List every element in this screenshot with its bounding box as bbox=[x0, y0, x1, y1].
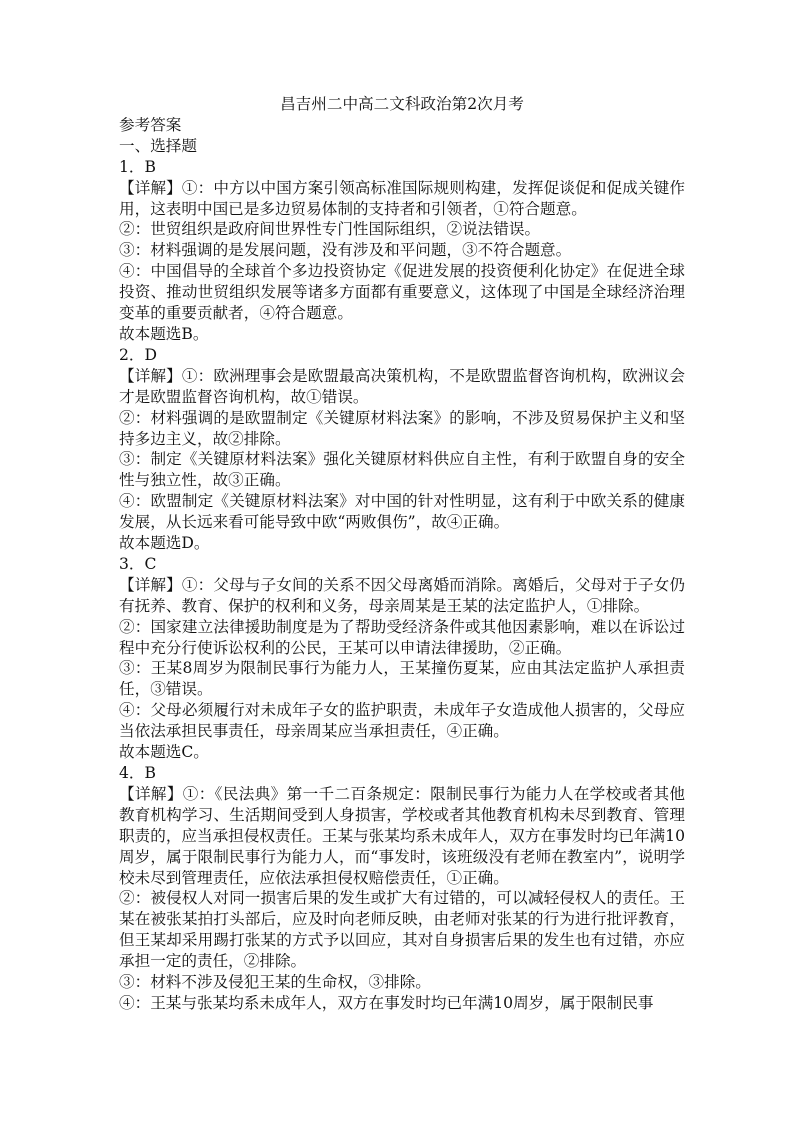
explanation-paragraph: 【详解】①：父母与子女间的关系不因父母离婚而消除。离婚后，父母对于子女仍有抚养、教育、保护的权利和义务，母亲周某是王某的法定监护人，①排除。 bbox=[119, 575, 685, 615]
answer-document bbox=[119, 94, 685, 1014]
explanation-paragraph: ④：父母必须履行对未成年子女的监护职责，未成年子女造成他人损害的，父母应当依法承担民事责任，母亲周某应当承担责任，④正确。 bbox=[119, 701, 685, 741]
question-conclusion: 故本题选B。 bbox=[119, 324, 209, 343]
question-1 bbox=[119, 157, 685, 345]
question-number: 3．C bbox=[119, 554, 157, 573]
explanation-paragraph: ④：欧盟制定《关键原材料法案》对中国的针对性明显，这有利于中欧关系的健康发展，从长远来看可能导致中欧“两败俱伤”，故④正确。 bbox=[119, 492, 685, 532]
question-number: 4．B bbox=[119, 764, 156, 782]
explanation-paragraph: ③：王某8周岁为限制民事行为能力人，王某撞伤夏某，应由其法定监护人承担责任，③错误。 bbox=[119, 659, 685, 699]
explanation-paragraph: ③：材料强调的是发展问题，没有涉及和平问题，③不符合题意。 bbox=[119, 241, 572, 260]
question-3 bbox=[119, 554, 685, 763]
question-2 bbox=[119, 345, 685, 554]
answer-key-label: 参考答案 bbox=[119, 115, 182, 134]
explanation-paragraph: ③：材料不涉及侵犯王某的生命权，③排除。 bbox=[119, 973, 431, 992]
document-title: 昌吉州二中高二文科政治第2次月考 bbox=[280, 95, 524, 113]
explanation-paragraph: 【详解】①：中方以中国方案引领高标准国际规则构建，发挥促谈促和促成关键作用，这表明中国已是多边贸易体制的支持者和引领者，①符合题意。 bbox=[119, 178, 685, 218]
explanation-paragraph: ②：材料强调的是欧盟制定《关键原材料法案》的影响，不涉及贸易保护主义和坚持多边主义，故②排除。 bbox=[119, 408, 685, 448]
explanation-paragraph: 【详解】①：《民法典》第一千二百条规定：限制民事行为能力人在学校或者其他教育机构学习、生活期间受到人身损害，学校或者其他教育机构未尽到教育、管理职责的，应当承担侵权责任。王某与张某均系未成年人，双方在事发时均已年满10周岁，属于限制民事行为能力人，而“事发时，该班级没有老师在教室内”，说明学校未尽到管理责任，应依法承担侵权赔偿责任，①正确。 bbox=[119, 784, 685, 887]
section-label: 一、选择题 bbox=[119, 136, 197, 155]
explanation-paragraph: ③：制定《关键原材料法案》强化关键原材料供应自主性，有利于欧盟自身的安全性与独立性，故③正确。 bbox=[119, 450, 685, 490]
question-number: 2．D bbox=[119, 345, 158, 364]
question-conclusion: 故本题选D。 bbox=[119, 534, 210, 553]
question-conclusion: 故本题选C。 bbox=[119, 743, 209, 762]
explanation-paragraph: 【详解】①：欧洲理事会是欧盟最高决策机构，不是欧盟监督咨询机构，欧洲议会才是欧盟监督咨询机构，故①错误。 bbox=[119, 366, 685, 406]
explanation-paragraph: ②：国家建立法律援助制度是为了帮助受经济条件或其他因素影响，难以在诉讼过程中充分行使诉讼权利的公民，王某可以申请法律援助，②正确。 bbox=[119, 617, 685, 657]
question-4 bbox=[119, 763, 685, 1014]
explanation-paragraph: ②：被侵权人对同一损害后果的发生或扩大有过错的，可以减轻侵权人的责任。王某在被张某拍打头部后，应及时向老师反映，由老师对张某的行为进行批评教育，但王某却采用踢打张某的方式予以回应，其对自身损害后果的发生也有过错，亦应承担一定的责任，②排除。 bbox=[119, 889, 685, 971]
explanation-paragraph: ④：中国倡导的全球首个多边投资协定《促进发展的投资便利化协定》在促进全球投资、推动世贸组织发展等诸多方面都有重要意义，这体现了中国是全球经济治理变革的重要贡献者，④符合题意。 bbox=[119, 262, 685, 323]
explanation-paragraph: ④：王某与张某均系未成年人，双方在事发时均已年满10周岁，属于限制民事 bbox=[119, 993, 654, 1012]
question-number: 1．B bbox=[119, 157, 156, 176]
explanation-paragraph: ②：世贸组织是政府间世界性专门性国际组织，②说法错误。 bbox=[119, 220, 541, 239]
